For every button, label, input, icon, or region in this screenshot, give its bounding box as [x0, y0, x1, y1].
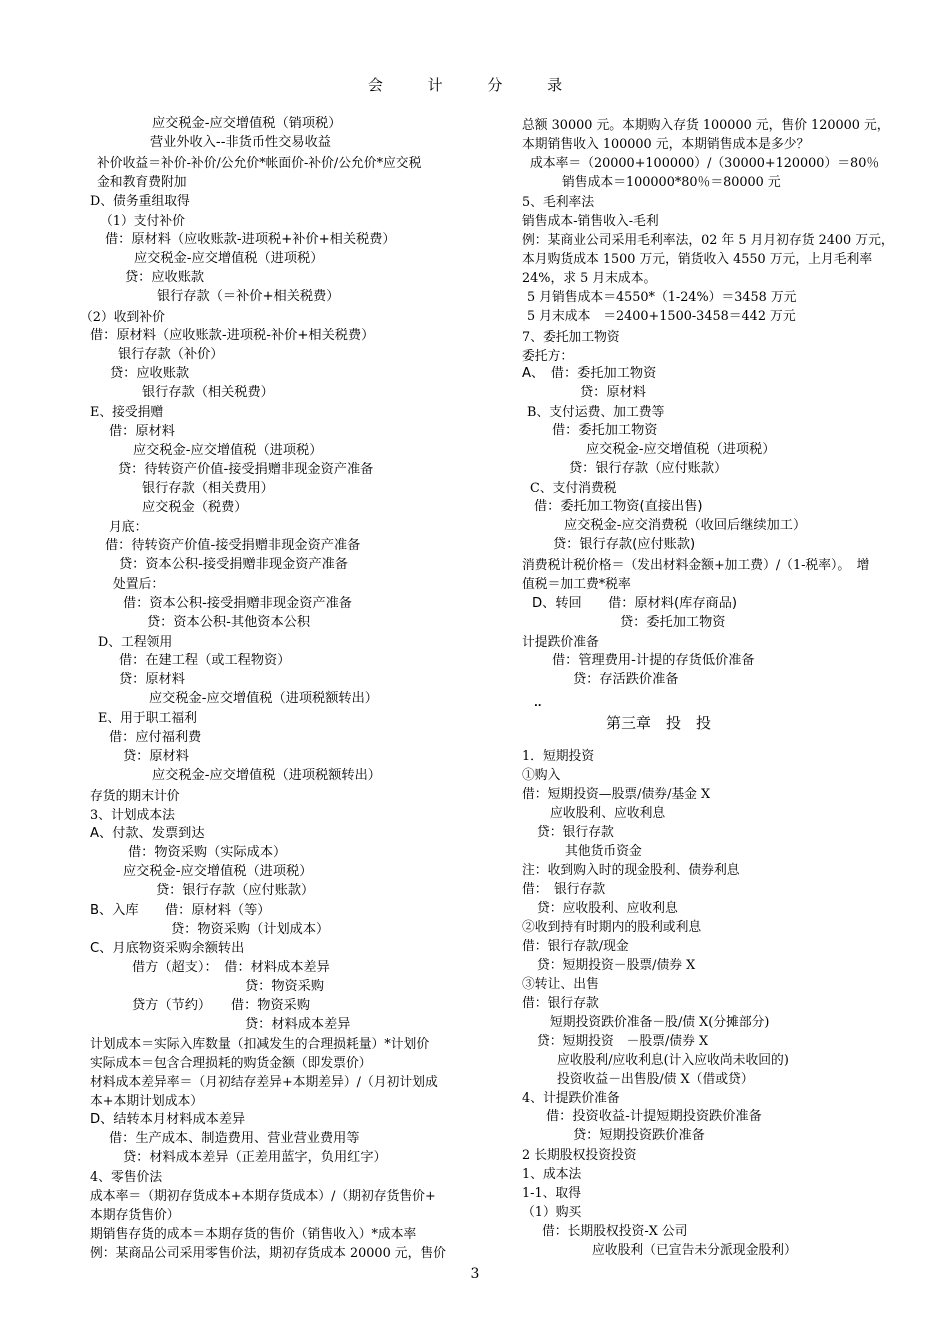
text-line: 期销售存货的成本＝本期存货的售价（销售收入）*成本率	[90, 1227, 417, 1242]
text-line: 贷：原材料	[580, 385, 646, 400]
text-line: 实际成本＝包含合理损耗的购货金额（即发票价）	[90, 1056, 372, 1071]
text-line: 应交税金-应交增值税（进项税）	[133, 443, 323, 458]
text-line: 补价收益＝补价-补价/公允价*帐面价-补价/公允价*应交税	[97, 156, 422, 171]
text-line: 贷：物资采购	[245, 979, 325, 994]
text-line: 应交税金-应交增值税（进项税额转出）	[152, 768, 381, 783]
text-line: 24%，求 5 月末成本。	[522, 271, 657, 286]
text-line: 本期销售收入 100000 元，本期销售成本是多少？	[522, 137, 810, 152]
text-line: 应收股利（已宣告未分派现金股利）	[592, 1243, 797, 1258]
text-line: 银行存款（相关税费）	[142, 385, 274, 400]
text-line: 贷：短期投资 －股票/债券 X	[537, 1034, 709, 1049]
text-line: 5 月销售成本＝4550*（1-24%）＝3458 万元	[527, 290, 797, 305]
text-line: 应交税金-应交增值税（进项税）	[123, 864, 313, 879]
text-line: 销售成本-销售收入-毛利	[522, 214, 659, 229]
text-line: 借：在建工程（或工程物资）	[119, 653, 291, 668]
text-line: 应收股利、应收利息	[550, 806, 666, 821]
text-line: 借方（超支）： 借：材料成本差异	[132, 960, 330, 975]
text-line: 本期存货售价）	[90, 1208, 180, 1223]
page-number: 3	[470, 1266, 480, 1282]
text-line: （1）购买	[522, 1205, 582, 1220]
text-line: ..	[534, 698, 542, 709]
text-line: 贷：短期投资跌价准备	[573, 1128, 705, 1143]
text-line: 处置后：	[113, 577, 165, 592]
text-line: D、债务重组取得	[90, 194, 190, 209]
text-line: 计提跌价准备	[522, 635, 599, 650]
text-line: B、支付运费、加工费等	[527, 405, 665, 420]
text-line: 应交税金-应交消费税（收回后继续加工）	[564, 518, 807, 533]
text-line: 投资收益－出售股/债 X（借或贷）	[557, 1072, 754, 1087]
text-line: 应交税金（税费）	[142, 500, 248, 515]
text-line: 借：原材料	[109, 424, 175, 439]
text-line: 贷：短期投资－股票/债券 X	[537, 958, 696, 973]
text-line: 短期投资跌价准备－股/债 X(分摊部分)	[550, 1015, 770, 1030]
text-line: 注：收到购入时的现金股利、债券利息	[522, 863, 740, 878]
text-line: 借：投资收益-计提短期投资跌价准备	[546, 1109, 762, 1124]
text-line: 贷方（节约） 借：物资采购	[132, 998, 311, 1013]
text-line: 借：银行存款/现金	[522, 939, 629, 954]
text-line: 1．短期投资	[522, 749, 595, 764]
text-line: 贷：银行存款(应付账款)	[553, 537, 696, 552]
text-line: 借：银行存款	[522, 996, 599, 1011]
text-line: 贷：材料成本差异（正差用蓝字，负用红字）	[123, 1150, 387, 1165]
text-line: 其他货币资金	[565, 844, 642, 859]
text-line: 4、计提跌价准备	[522, 1091, 620, 1106]
text-line: 贷：原材料	[119, 672, 185, 687]
text-line: 存货的期末计价	[90, 789, 180, 804]
text-line: 成本率＝（20000+100000）/（30000+120000）＝80％	[530, 156, 880, 171]
text-line: 贷：应收账款	[125, 270, 205, 285]
text-line: 总额 30000 元。本期购入存货 100000 元，售价 120000 元，	[522, 118, 890, 133]
text-line: 贷：资本公积-其他资本公积	[147, 615, 311, 630]
text-line: 5、毛利率法	[522, 195, 595, 210]
text-line: 银行存款（＝补价+相关税费）	[157, 289, 340, 304]
text-line: 应交税金-应交增值税（销项税）	[152, 116, 342, 131]
text-line: 贷：银行存款（应付账款）	[156, 883, 315, 898]
text-line: 借：委托加工物资	[552, 423, 658, 438]
text-line: 借：原材料（应收账款-进项税-补价+相关税费）	[90, 328, 375, 343]
text-line: 金和教育费附加	[97, 175, 187, 190]
text-line: D、结转本月材料成本差异	[90, 1112, 246, 1127]
text-line: 本月购货成本 1500 万元，销货收入 4550 万元，上月毛利率	[522, 252, 873, 267]
text-line: 本+本期计划成本）	[90, 1094, 204, 1109]
text-line: 例：某商业公司采用毛利率法，02 年 5 月月初存货 2400 万元，	[522, 233, 894, 248]
text-line: 应交税金-应交增值税（进项税）	[134, 251, 324, 266]
text-line: 销售成本＝100000*80％＝80000 元	[562, 175, 781, 190]
text-line: E、用于职工福利	[98, 711, 197, 726]
text-line: 1-1、取得	[522, 1186, 581, 1201]
text-line: 银行存款（相关费用）	[142, 481, 274, 496]
text-line: 月底：	[109, 520, 148, 535]
text-line: 7、委托加工物资	[522, 330, 620, 345]
text-line: 计划成本＝实际入库数量（扣减发生的合理损耗量）*计划价	[90, 1037, 430, 1052]
text-line: 委托方：	[522, 349, 574, 364]
text-line: ①购入	[522, 768, 561, 783]
text-line: 贷：应收股利、应收利息	[537, 901, 678, 916]
text-line: ③转让、出售	[522, 977, 599, 992]
text-line: 贷：物资采购（计划成本）	[171, 922, 330, 937]
chapter-title: 第三章 投 投	[606, 714, 712, 732]
text-line: 应交税金-应交增值税（进项税额转出）	[149, 691, 378, 706]
text-line: （2）收到补价	[80, 310, 165, 325]
text-line: E、接受捐赠	[90, 405, 164, 420]
text-line: 借：物资采购（实际成本）	[128, 845, 287, 860]
text-line: 1、成本法	[522, 1167, 582, 1182]
text-line: 贷：原材料	[123, 749, 189, 764]
text-line: 值税＝加工费*税率	[522, 577, 631, 592]
text-line: 借：生产成本、制造费用、营业营业费用等	[109, 1131, 360, 1146]
text-line: 借：应付福利费	[109, 730, 202, 745]
text-line: 贷：待转资产价值-接受捐赠非现金资产准备	[118, 462, 374, 477]
text-line: 贷：应收账款	[110, 366, 190, 381]
text-line: 贷：银行存款	[537, 825, 614, 840]
page-header: 会 计 分 录	[367, 76, 583, 94]
text-line: 2 长期股权投资投资	[522, 1148, 637, 1163]
text-line: 贷：存活跌价准备	[573, 672, 679, 687]
text-line: 借：委托加工物资(直接出售)	[534, 499, 703, 514]
text-line: 例：某商品公司采用零售价法，期初存货成本 20000 元，售价	[90, 1246, 446, 1261]
text-line: 贷：银行存款（应付账款）	[569, 461, 728, 476]
text-line: A、付款、发票到达	[90, 826, 205, 841]
text-line: 贷：材料成本差异	[245, 1017, 351, 1032]
text-line: C、支付消费税	[530, 481, 617, 496]
text-line: 应收股利/应收利息(计入应收尚未收回的)	[557, 1053, 789, 1068]
text-line: 银行存款（补价）	[118, 347, 224, 362]
text-line: 贷：委托加工物资	[620, 615, 726, 630]
text-line: 借： 银行存款	[522, 882, 606, 897]
text-line: 借：长期股权投资-X 公司	[542, 1224, 688, 1239]
text-line: 5 月末成本 ＝2400+1500-3458＝442 万元	[527, 309, 796, 324]
text-line: 借：原材料（应收账款-进项税+补价+相关税费）	[105, 232, 396, 247]
text-line: 成本率＝（期初存货成本+本期存货成本）/（期初存货售价+	[90, 1189, 436, 1204]
text-line: ②收到持有时期内的股利或利息	[522, 920, 702, 935]
text-line: 借：待转资产价值-接受捐赠非现金资产准备	[105, 538, 361, 553]
text-line: 借：管理费用-计提的存货低价准备	[552, 653, 755, 668]
text-line: 贷：资本公积-接受捐赠非现金资产准备	[119, 557, 348, 572]
text-line: 营业外收入--非货币性交易收益	[150, 135, 331, 150]
text-line: D、转回 借：原材料(库存商品)	[532, 596, 738, 611]
text-line: 借：资本公积-接受捐赠非现金资产准备	[123, 596, 352, 611]
text-line: （1）支付补价	[100, 214, 185, 229]
text-line: D、工程领用	[98, 635, 173, 650]
text-line: 借：短期投资—股票/债券/基金 X	[522, 787, 711, 802]
text-line: 4、零售价法	[90, 1170, 163, 1185]
text-line: C、月底物资采购余额转出	[90, 941, 245, 956]
text-line: B、入库 借：原材料（等）	[90, 903, 271, 918]
text-line: 消费税计税价格＝（发出材料金额+加工费）/（1-税率）。 增	[522, 558, 870, 573]
text-line: 材料成本差异率＝（月初结存差异+本期差异）/（月初计划成	[90, 1075, 438, 1090]
text-line: A、 借：委托加工物资	[522, 366, 657, 381]
text-line: 3、计划成本法	[90, 808, 175, 823]
text-line: 应交税金-应交增值税（进项税）	[586, 442, 776, 457]
